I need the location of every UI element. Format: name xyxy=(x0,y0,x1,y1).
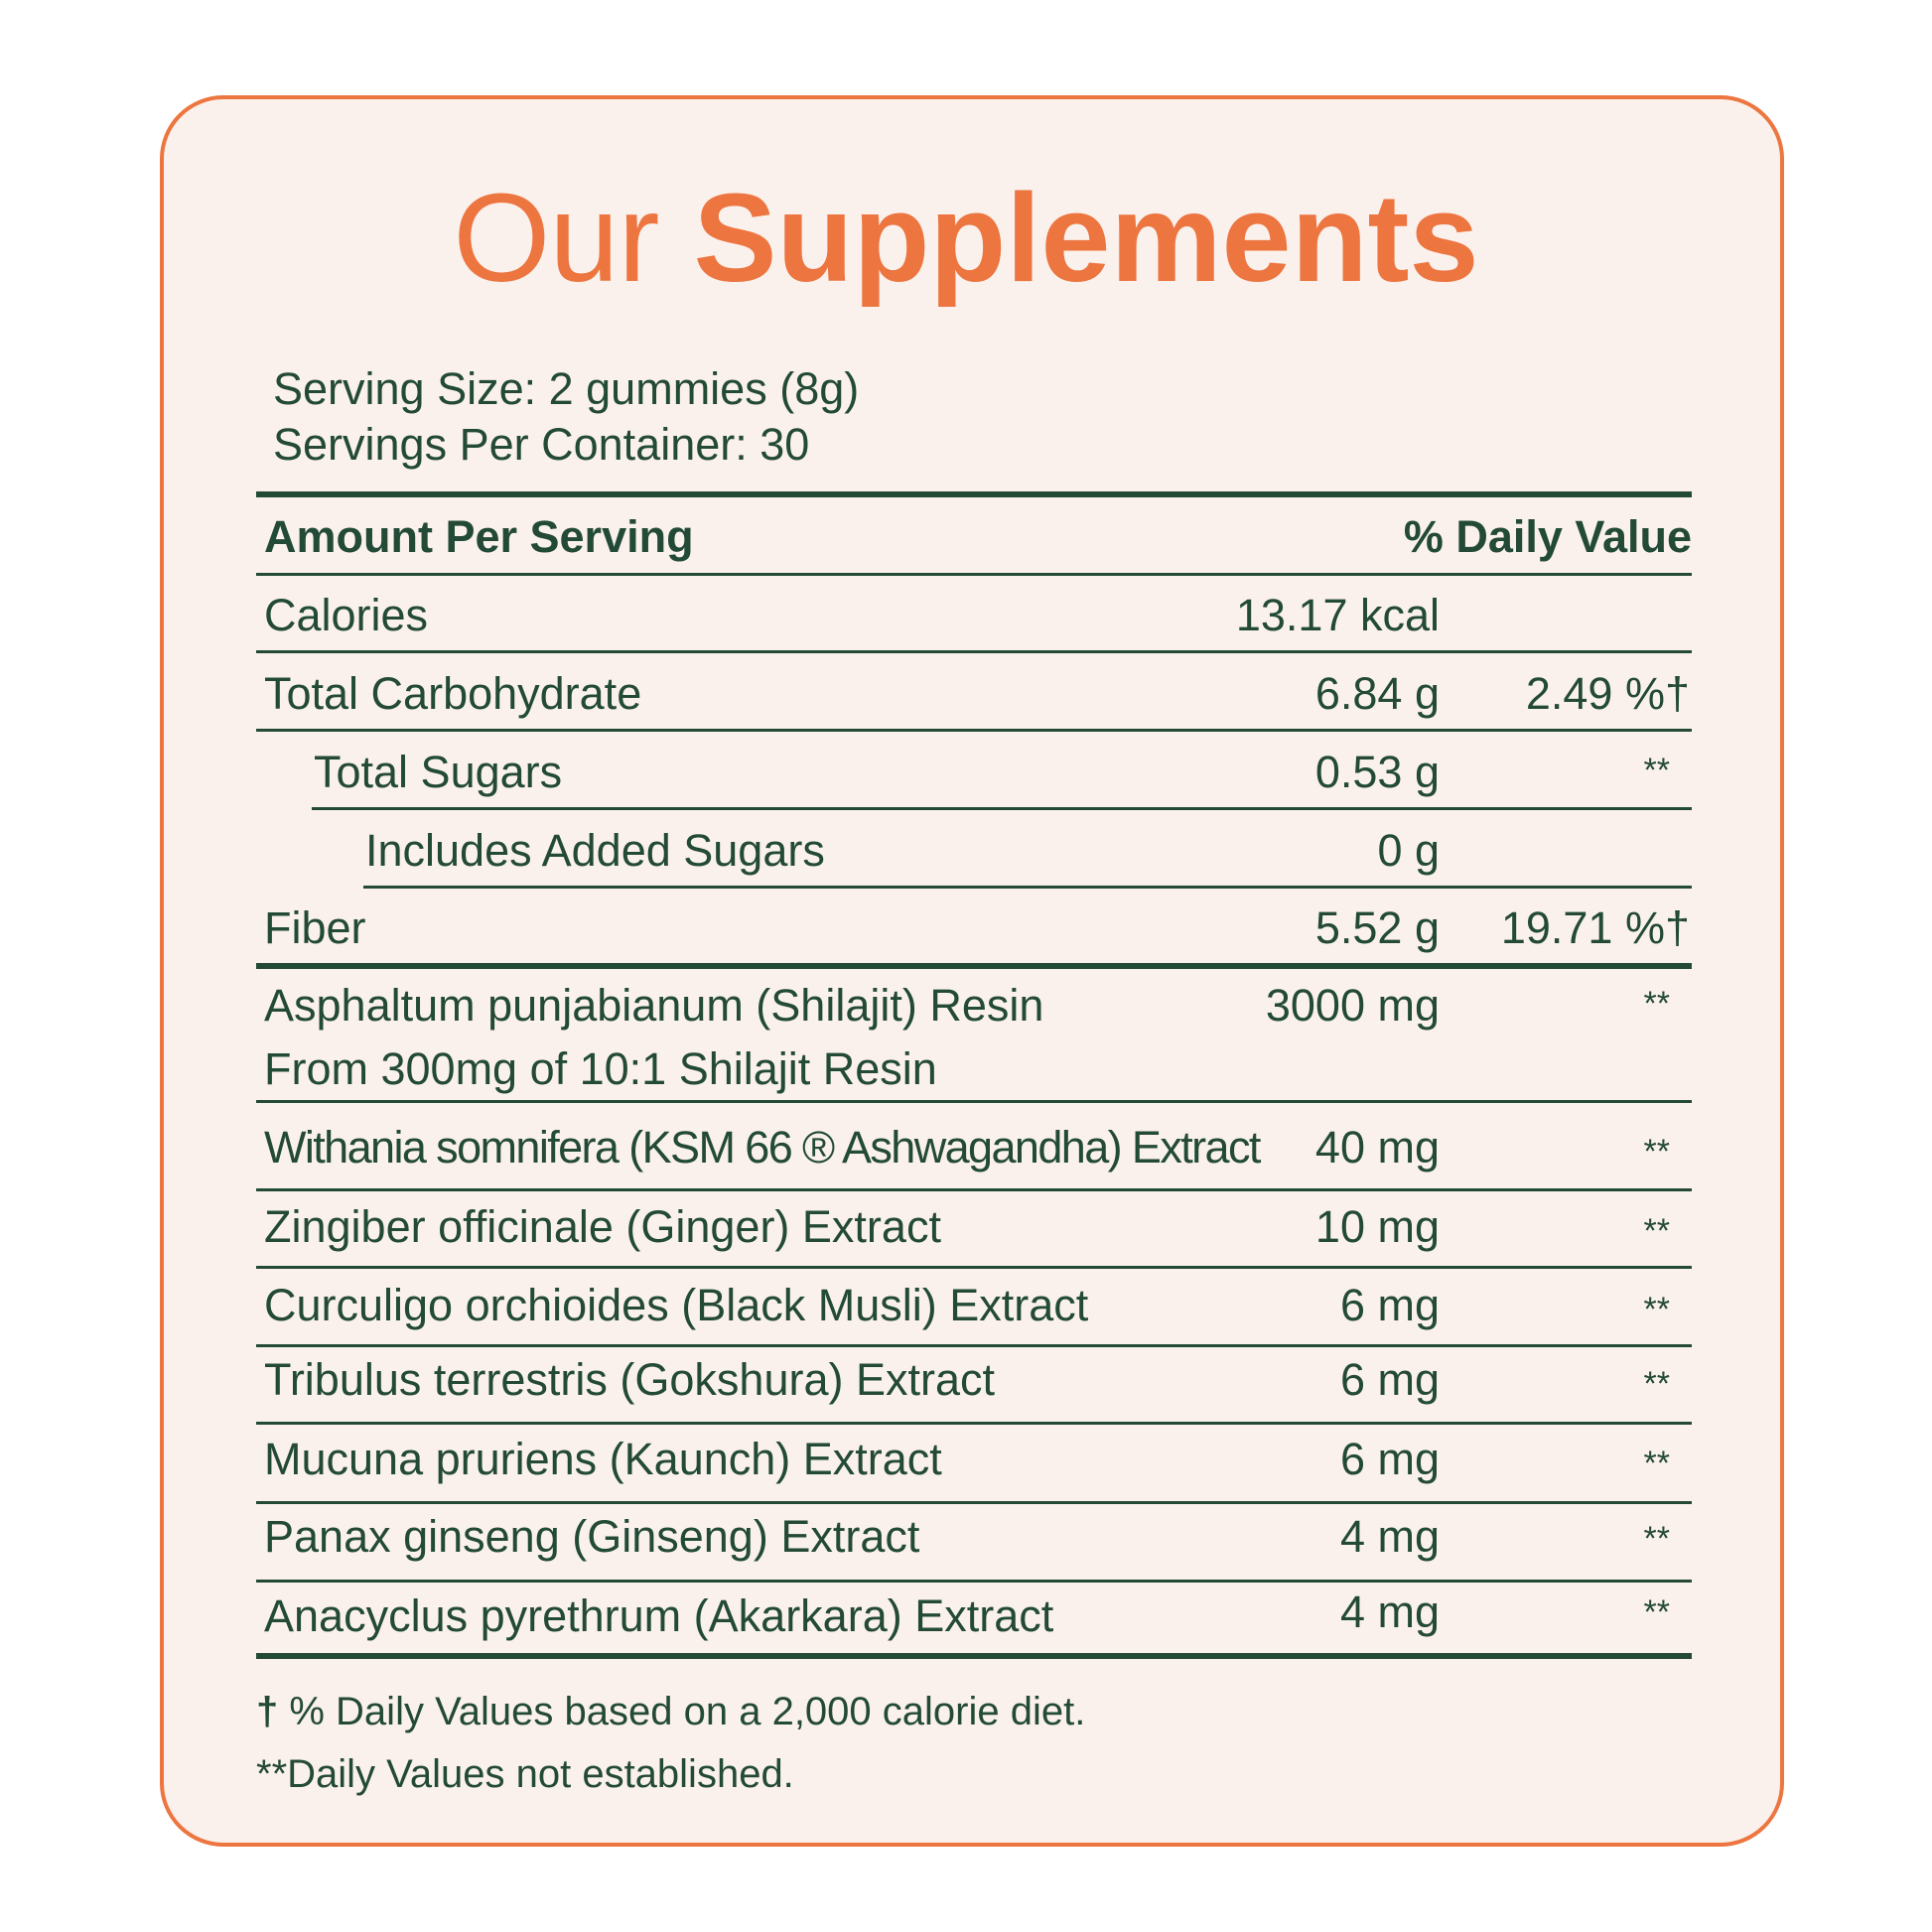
title-bold: Supplements xyxy=(693,168,1479,308)
row-divider xyxy=(256,1100,1692,1103)
row-ashwagandha-amount: 40 mg xyxy=(1314,1122,1440,1173)
row-divider xyxy=(363,886,1692,889)
row-kaunch-name: Mucuna pruriens (Kaunch) Extract xyxy=(264,1434,942,1484)
row-ginger-name: Zingiber officinale (Ginger) Extract xyxy=(264,1201,941,1252)
row-ginger-dv: ** xyxy=(1643,1212,1670,1250)
row-shilajit-dv: ** xyxy=(1643,985,1670,1023)
row-divider xyxy=(256,650,1692,653)
row-added-sugars-amount: 0 g xyxy=(1377,825,1440,876)
row-divider xyxy=(256,729,1692,732)
row-total-sugars-amount: 0.53 g xyxy=(1314,747,1440,797)
row-ashwagandha-name: Withania somnifera (KSM 66 ® Ashwagandha) Extract xyxy=(264,1122,1260,1173)
footnote-daily-value xyxy=(256,1687,1085,1736)
row-added-sugars-name: Includes Added Sugars xyxy=(365,825,825,876)
row-divider xyxy=(256,1580,1692,1583)
page-title xyxy=(0,169,1932,308)
row-divider xyxy=(256,1344,1692,1347)
row-gokshura-dv: ** xyxy=(1643,1365,1670,1403)
row-calories-amount: 13.17 kcal xyxy=(1235,590,1440,640)
top-thick-rule xyxy=(256,491,1692,497)
row-shilajit-subtext: From 300mg of 10:1 Shilajit Resin xyxy=(264,1043,937,1094)
row-fiber-name: Fiber xyxy=(264,902,366,953)
row-akarkara-amount: 4 mg xyxy=(1339,1587,1440,1637)
row-divider xyxy=(256,1188,1692,1191)
row-black-musli-amount: 6 mg xyxy=(1339,1280,1440,1330)
row-ginseng-amount: 4 mg xyxy=(1339,1511,1440,1562)
row-ginger-amount: 10 mg xyxy=(1314,1201,1440,1252)
section-thick-rule xyxy=(256,963,1692,969)
row-divider xyxy=(256,1501,1692,1504)
dagger-symbol: † xyxy=(256,1690,279,1733)
title-light: Our xyxy=(453,168,659,308)
header-daily-value: % Daily Value xyxy=(1403,511,1692,562)
row-carbohydrate-name: Total Carbohydrate xyxy=(264,668,642,719)
row-total-sugars-dv: ** xyxy=(1643,752,1670,789)
row-divider xyxy=(312,807,1692,810)
row-divider xyxy=(256,1266,1692,1269)
row-shilajit-amount: 3000 mg xyxy=(1265,980,1440,1031)
row-ginseng-name: Panax ginseng (Ginseng) Extract xyxy=(264,1511,920,1562)
footnote-not-established: **Daily Values not established. xyxy=(256,1752,794,1796)
row-fiber-dv: 19.71 %† xyxy=(1500,902,1690,953)
row-ginseng-dv: ** xyxy=(1643,1520,1670,1558)
row-divider xyxy=(256,1422,1692,1425)
footnote-daily-value-text: % Daily Values based on a 2,000 calorie diet. xyxy=(278,1690,1086,1733)
row-shilajit-name: Asphaltum punjabianum (Shilajit) Resin xyxy=(264,980,1044,1031)
row-black-musli-name: Curculigo orchioides (Black Musli) Extract xyxy=(264,1280,1089,1330)
row-calories-name: Calories xyxy=(264,590,429,640)
row-kaunch-amount: 6 mg xyxy=(1339,1434,1440,1484)
row-divider xyxy=(256,573,1692,576)
bottom-thick-rule xyxy=(256,1653,1692,1659)
row-carbohydrate-dv: 2.49 %† xyxy=(1525,668,1690,719)
row-fiber-amount: 5.52 g xyxy=(1314,902,1440,953)
serving-size: Serving Size: 2 gummies (8g) xyxy=(273,363,860,414)
row-gokshura-name: Tribulus terrestris (Gokshura) Extract xyxy=(264,1354,995,1405)
row-gokshura-amount: 6 mg xyxy=(1339,1354,1440,1405)
row-ashwagandha-dv: ** xyxy=(1643,1133,1670,1171)
header-amount-per-serving: Amount Per Serving xyxy=(264,511,694,562)
row-akarkara-name: Anacyclus pyrethrum (Akarkara) Extract xyxy=(264,1590,1054,1641)
row-kaunch-dv: ** xyxy=(1643,1445,1670,1482)
servings-per-container: Servings Per Container: 30 xyxy=(273,419,810,470)
row-carbohydrate-amount: 6.84 g xyxy=(1314,668,1440,719)
row-total-sugars-name: Total Sugars xyxy=(314,747,563,797)
row-akarkara-dv: ** xyxy=(1643,1593,1670,1631)
row-black-musli-dv: ** xyxy=(1643,1291,1670,1328)
